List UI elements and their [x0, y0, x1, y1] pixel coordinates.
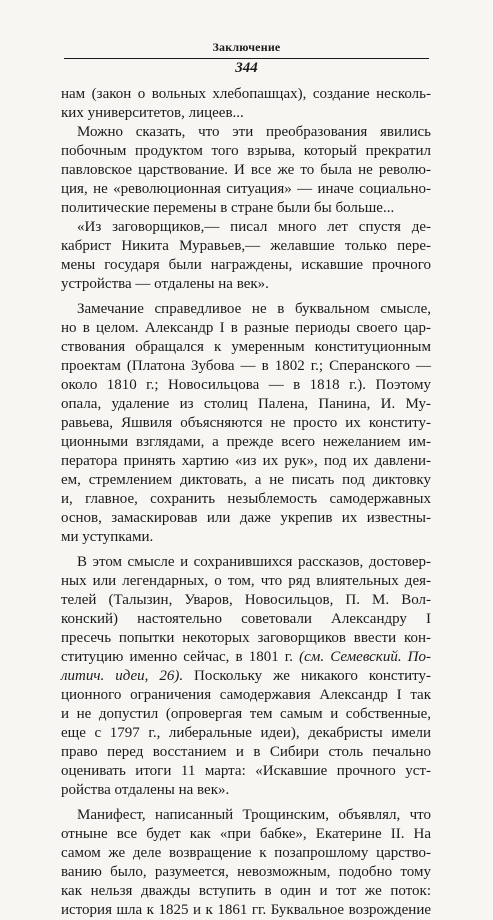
- text-line: «Из заговорщиков,— писал много лет спустя де-: [77, 219, 431, 235]
- text-line: Замечание справедливое не в буквальном смысле,: [77, 301, 431, 317]
- text-line: основ, замаскировав или даже укрепив их известны-: [61, 510, 431, 526]
- citation-text: (см. Семевский. По-: [299, 649, 432, 665]
- text-line: нам (закон о вольных хлебопашцах), создание несколь-: [61, 86, 431, 102]
- text-line: конский) настоятельно советовали Александру I: [61, 611, 431, 627]
- text-line: пресечь попытки некоторых заговорщиков ввести кон-: [61, 630, 431, 646]
- text-line: проектам (Платона Зубова — в 1802 г.; Сперанского —: [61, 358, 431, 374]
- text-run: ституцию именно сейчас, в 1801 г.: [61, 649, 294, 665]
- text-line: ционными взглядами, а прежде всего нежеланием им-: [61, 434, 431, 450]
- page-text: [61, 85, 431, 920]
- page-number: 344: [235, 60, 258, 76]
- text-line: около 1810 г.; Новосильцова — в 1818 г.). Поэтому: [61, 377, 431, 393]
- text-line: [61, 667, 431, 686]
- text-line: политические перемены в стране были бы больше...: [61, 200, 395, 216]
- text-line: ствования обращался к умеренным конституционным: [61, 339, 431, 355]
- text-line: опала, удаление из столиц Палена, Панина, И. Му-: [61, 396, 431, 412]
- text-line: оценивать итоги 11 марта: «Искавшие прочного уст-: [61, 763, 431, 779]
- text-line: [61, 648, 431, 667]
- text-line: ванию было, разумеется, невозможным, подобно тому: [61, 864, 431, 880]
- text-line: ройства отдалены на век».: [61, 782, 230, 798]
- text-line: Можно сказать, что эти преобразования явились: [77, 124, 431, 140]
- text-line: ция, не «революционная ситуация» — иначе социально-: [61, 181, 431, 197]
- text-line: ционного ограничения самодержавия Александр I так: [61, 687, 431, 703]
- text-line: устройства — отдалены на век».: [61, 276, 269, 292]
- text-line: но в целом. Александр I в разные периоды своего цар-: [61, 320, 431, 336]
- text-line: равьева, Яшвиля объясняются не просто их конститу-: [61, 415, 431, 431]
- paragraph-4: [61, 300, 431, 547]
- text-line: самом же деле возвращение к позапрошлому царство-: [61, 845, 431, 861]
- text-line: еще с 1797 г., либеральные идеи), декабристы имели: [61, 725, 431, 741]
- text-line: ем, стремлением диктовать, а не писать под диктовку: [61, 472, 431, 488]
- paragraph-5: [61, 553, 431, 800]
- text-line: Манифест, написанный Трощинским, объявлял, что: [77, 807, 431, 823]
- paragraph-2: [61, 123, 431, 218]
- paragraph-3-quote: [61, 218, 431, 294]
- text-line: ператора принять хартию «из их рук», под их давлени-: [61, 453, 431, 469]
- text-line: право перед восстанием и в Сибири столь печально: [61, 744, 431, 760]
- paragraph-6: [61, 806, 431, 920]
- text-line: кабрист Никита Муравьев,— желавшие только пере-: [61, 238, 431, 254]
- text-line: павловское царствование. И все же то была не револю-: [61, 162, 431, 178]
- text-line: побочным продуктом того взрыва, который прекратил: [61, 143, 431, 159]
- text-line: В этом смысле и сохранившихся рассказов, достовер-: [77, 554, 431, 570]
- text-line: ми уступками.: [61, 529, 154, 545]
- text-line: и не допустил (опровергая тем самым и собственные,: [61, 706, 431, 722]
- text-line: и, главное, сохранить незыблемость самодержавных: [61, 491, 431, 507]
- citation-text: литич. идеи, 26).: [61, 668, 184, 684]
- text-line: история шла к 1825 и к 1861 гг. Буквальное возрождение: [61, 902, 431, 918]
- text-line: ких университетов, лицеев...: [61, 105, 244, 121]
- text-line: как нельзя дважды вступить в один и тот же поток:: [61, 883, 431, 899]
- text-line: отныне все будет как «при бабке», Екатерине II. На: [61, 826, 431, 842]
- running-head: Заключение: [212, 40, 281, 54]
- text-line: телей (Талызин, Уваров, Новосильцов, П. М. Вол-: [61, 592, 431, 608]
- text-line: ных или легендарных, о том, что ряд влиятельных дея-: [61, 573, 431, 589]
- header-rule: [64, 58, 429, 59]
- text-line: мены государя были награждены, искавшие прочного: [61, 257, 431, 273]
- paragraph-1: [61, 85, 431, 123]
- text-run: Поскольку же никакого конститу-: [194, 668, 432, 684]
